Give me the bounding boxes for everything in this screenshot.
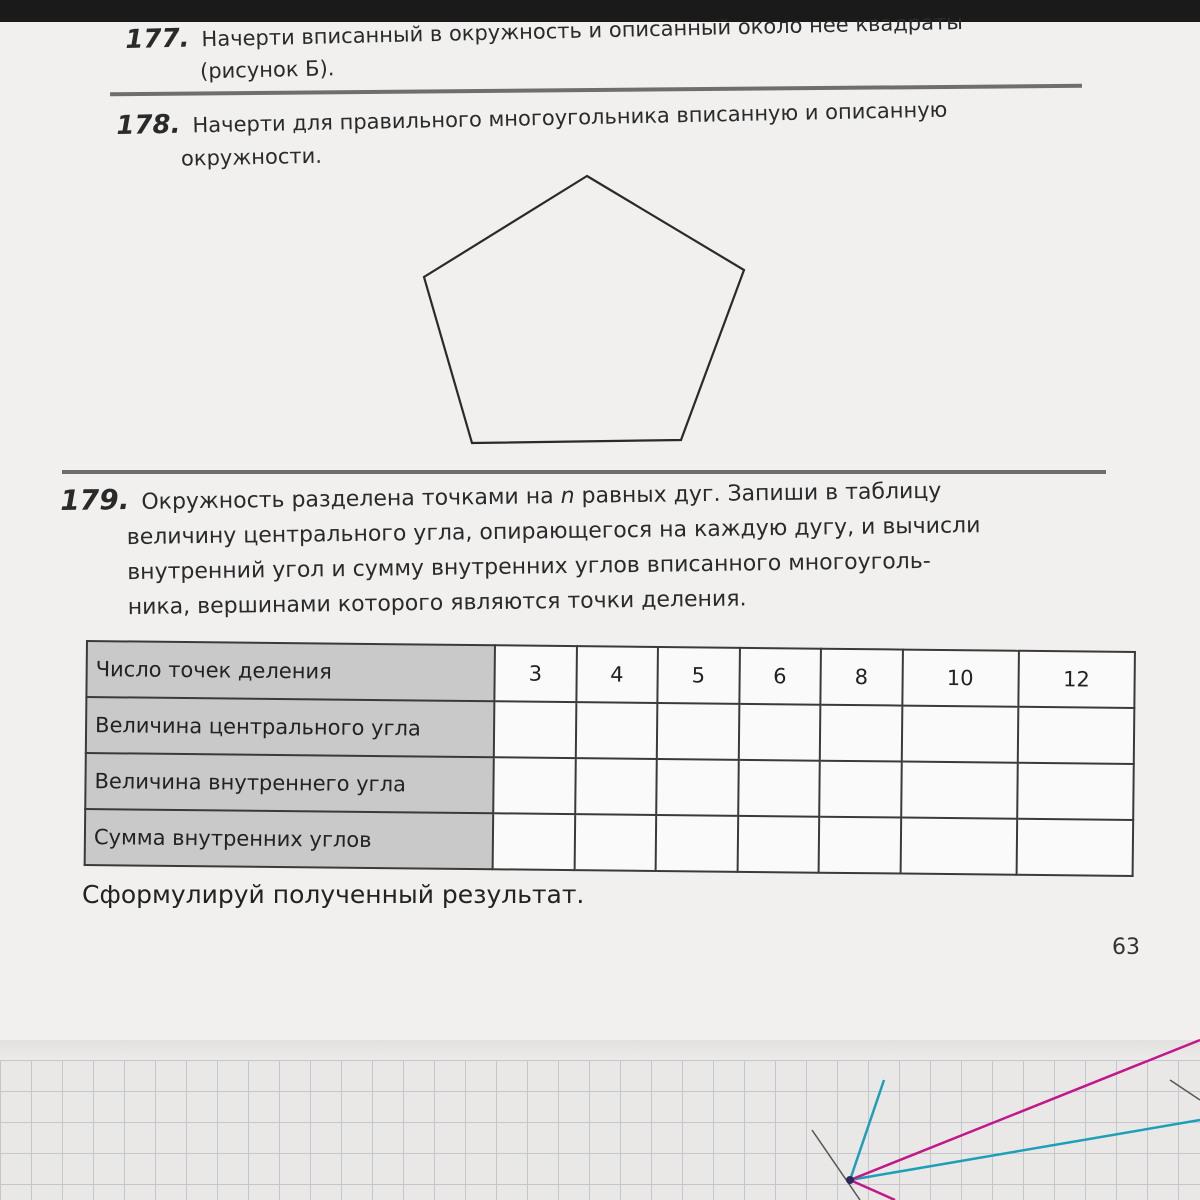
pen-line-blue [850, 1080, 884, 1180]
column-header: 6 [739, 648, 821, 705]
row-label-interior-angle: Величина внутреннего угла [85, 753, 494, 813]
header-label-cell: Число точек деления [86, 641, 495, 701]
pen-point [846, 1176, 854, 1184]
pen-line-magenta [850, 1180, 895, 1200]
page-number: 63 [1112, 935, 1140, 960]
pen-line-magenta [850, 1040, 1200, 1180]
task-179-line1-a: Окружность разделена точками на [141, 484, 554, 515]
formulate-instruction: Сформулируй полученный результат. [82, 880, 585, 909]
pen-line-grey [1170, 1080, 1200, 1100]
pen-line-grey [812, 1130, 860, 1200]
column-header: 10 [902, 650, 1019, 707]
pen-line-blue [850, 1120, 1200, 1180]
task-178-line1: Начерти для правильного многоугольника вписанную и описанную [192, 97, 948, 138]
task-179-variable-n: n [560, 483, 575, 510]
column-header: 3 [494, 645, 576, 702]
task-177-number: 177. [125, 23, 190, 55]
task-179-line1-b: равных дуг. Запиши в таблицу [581, 478, 942, 509]
row-label-angle-sum: Сумма внутренних углов [85, 809, 494, 869]
column-header: 4 [576, 646, 658, 703]
task-177-line2: (рисунок Б). [199, 56, 335, 84]
task-179-line4: ника, вершинами которого являются точки деления. [127, 586, 747, 621]
task-178-line2: окружности. [180, 143, 323, 171]
task-179-number: 179. [60, 483, 130, 517]
task-179-line2: величину центрального угла, опирающегося на каждую дугу, и вычисли [126, 513, 981, 551]
task-178-number: 178. [116, 109, 181, 141]
column-header: 5 [657, 647, 739, 704]
column-header: 12 [1018, 651, 1135, 708]
row-label-central-angle: Величина центрального угла [86, 697, 495, 757]
task-177-line1: Начерти вписанный в окружность и описанный около нее квадраты [201, 9, 964, 52]
task-179-line3: внутренний угол и сумму внутренних углов вписанного многоуголь- [127, 548, 931, 586]
column-header: 8 [820, 649, 902, 706]
